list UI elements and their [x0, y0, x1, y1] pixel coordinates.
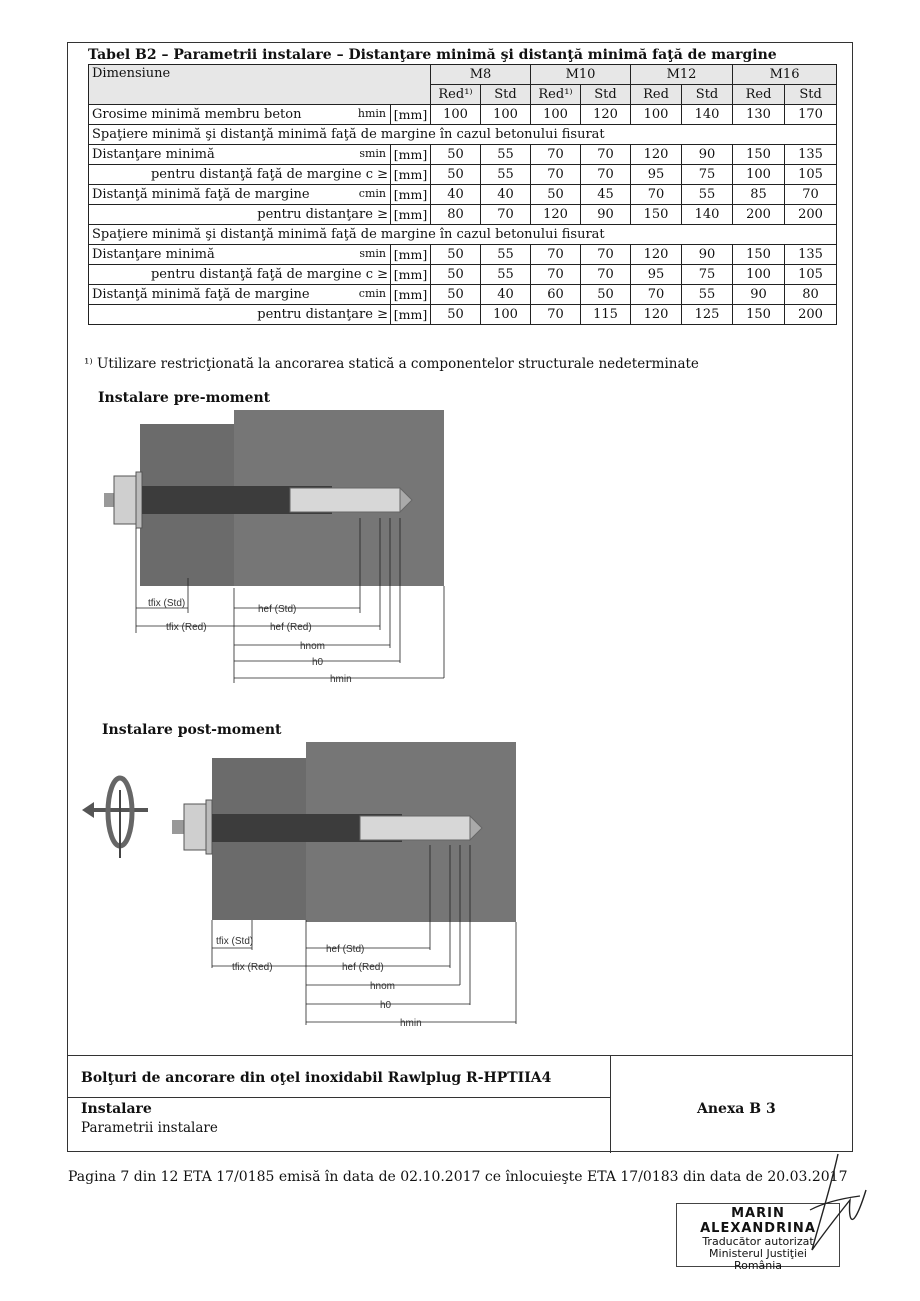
row-unit: [mm] [391, 305, 431, 325]
size-header: M8 [431, 65, 531, 85]
dim-label: tfix (Red) [166, 622, 207, 633]
row-label: pentru distanţă faţă de margine c ≥ [150, 167, 388, 182]
sub-header: Std [682, 85, 733, 105]
table-row [89, 205, 837, 225]
table-row [89, 145, 837, 165]
table-cell: 120 [631, 245, 682, 265]
table-cell: 50 [431, 305, 481, 325]
table-cell: 70 [531, 145, 581, 165]
row-label: pentru distanţă faţă de margine c ≥ [150, 267, 388, 282]
row-unit: [mm] [391, 265, 431, 285]
table-cell: 70 [531, 245, 581, 265]
size-header: M10 [531, 65, 631, 85]
table-cell: 60 [531, 285, 581, 305]
row-unit: [mm] [391, 105, 431, 125]
table-row [89, 245, 837, 265]
product-title: Bolţuri de ancorare din oţel inoxidabil Rawlplug R-HPTIIA4 [81, 1070, 552, 1086]
anchor-sleeve [290, 488, 400, 512]
table-cell: 130 [733, 105, 785, 125]
row-symbol: smin [359, 147, 386, 160]
table-cell: 100 [431, 105, 481, 125]
dim-label: hnom [370, 981, 396, 992]
table-cell: 70 [481, 205, 531, 225]
size-header: M12 [631, 65, 733, 85]
dim-label: tfix (Std) [148, 598, 186, 609]
table-cell: 50 [531, 185, 581, 205]
table-cell: 70 [531, 165, 581, 185]
table-cell: 40 [481, 285, 531, 305]
table-cell: 120 [581, 105, 631, 125]
table-row [89, 285, 837, 305]
stamp-line: România [733, 1259, 783, 1272]
table-cell: 70 [581, 245, 631, 265]
table-footnote: ¹⁾ Utilizare restricţionată la ancorarea statică a componentelor structurale nedeterminate [84, 356, 699, 372]
nut [184, 804, 206, 850]
post-moment-diagram [80, 740, 530, 1030]
sub-header: Red [631, 85, 682, 105]
table-cell: 50 [431, 285, 481, 305]
washer [206, 800, 212, 854]
table-cell: 70 [631, 185, 682, 205]
table-cell: 135 [785, 145, 837, 165]
table-cell: 45 [581, 185, 631, 205]
sub-header: Std [581, 85, 631, 105]
annex-label: Anexa B 3 [697, 1101, 776, 1117]
table-cell: 70 [581, 165, 631, 185]
row-symbol: smin [359, 247, 386, 260]
row-label: Distanţare minimă [92, 147, 215, 162]
stamp-line: Ministerul Justiţiei [709, 1247, 807, 1260]
table-cell: 75 [682, 265, 733, 285]
sub-header: Red¹⁾ [431, 85, 481, 105]
table-row [89, 265, 837, 285]
table-cell: 105 [785, 165, 837, 185]
table-cell: 70 [631, 285, 682, 305]
table-cell: 135 [785, 245, 837, 265]
dim-label: hef (Red) [342, 962, 384, 973]
table-cell: 90 [733, 285, 785, 305]
dim-label: hef (Red) [270, 622, 312, 633]
stamp-line: Traducător autorizat [702, 1235, 814, 1248]
row-unit: [mm] [391, 285, 431, 305]
washer [136, 472, 142, 528]
table-cell: 120 [631, 305, 682, 325]
table-cell: 70 [531, 265, 581, 285]
table-cell: 150 [733, 245, 785, 265]
row-label: pentru distanţare ≥ [257, 307, 388, 322]
table-cell: 100 [531, 105, 581, 125]
row-symbol: hmin [357, 107, 386, 120]
table-cell: 75 [682, 165, 733, 185]
table-cell: 55 [481, 265, 531, 285]
row-label: Distanţare minimă [92, 247, 215, 262]
table-cell: 125 [682, 305, 733, 325]
dim-label: tfix (Red) [232, 962, 273, 973]
dim-label: tfix (Std) [216, 936, 254, 947]
row-label: Grosime minimă membru beton [92, 107, 302, 122]
section-title: Spaţiere minimă şi distanţă minimă faţă de margine în cazul betonului fisurat [89, 125, 837, 145]
row-label: Distanţă minimă faţă de margine [92, 187, 310, 202]
post-moment-heading: Instalare post-moment [102, 722, 282, 738]
table-cell: 120 [531, 205, 581, 225]
table-cell: 70 [581, 265, 631, 285]
dim-label: hef (Std) [258, 604, 297, 615]
table-row [89, 185, 837, 205]
nut [114, 476, 136, 524]
table-cell: 55 [481, 165, 531, 185]
table-cell: 100 [481, 305, 531, 325]
table-cell: 55 [481, 245, 531, 265]
table-cell: 50 [431, 245, 481, 265]
table-cell: 120 [631, 145, 682, 165]
signature [790, 1150, 870, 1265]
dim-label: hnom [300, 641, 326, 652]
table-cell: 200 [785, 305, 837, 325]
anchor-sleeve [360, 816, 470, 840]
dim-label: h0 [380, 1000, 392, 1011]
stamp-name: MARIN ALEXANDRINA [700, 1206, 816, 1236]
table-cell: 55 [481, 145, 531, 165]
size-header: M16 [733, 65, 837, 85]
dim-label: hmin [330, 674, 352, 685]
table-cell: 70 [581, 145, 631, 165]
table-row [89, 105, 837, 125]
table-cell: 70 [785, 185, 837, 205]
sub-header: Red [733, 85, 785, 105]
footer-section: Instalare [81, 1101, 152, 1117]
table-cell: 50 [431, 265, 481, 285]
row-label: pentru distanţare ≥ [257, 207, 388, 222]
dim-label: hef (Std) [326, 944, 365, 955]
table-cell: 90 [682, 145, 733, 165]
table-cell: 200 [785, 205, 837, 225]
pre-moment-diagram [90, 408, 460, 688]
table-cell: 80 [785, 285, 837, 305]
dim-label: hmin [400, 1018, 422, 1029]
table-title: Tabel B2 – Parametrii instalare – Distanţare minimă şi distanţă minimă faţă de margine [88, 47, 777, 63]
row-label: Distanţă minimă faţă de margine [92, 287, 310, 302]
section-title: Spaţiere minimă şi distanţă minimă faţă de margine în cazul betonului fisurat [89, 225, 837, 245]
pre-moment-heading: Instalare pre-moment [98, 390, 271, 406]
table-cell: 100 [733, 265, 785, 285]
table-cell: 40 [431, 185, 481, 205]
page-reference: Pagina 7 din 12 ETA 17/0185 emisă în data de 02.10.2017 ce înlocuieşte ETA 17/0183 din data de 20.03.2017 [68, 1169, 848, 1185]
row-unit: [mm] [391, 145, 431, 165]
document-footer [67, 1055, 853, 1153]
table-cell: 80 [431, 205, 481, 225]
dim-label: h0 [312, 657, 324, 668]
table-cell: 100 [631, 105, 682, 125]
dimension-header: Dimensiune [89, 65, 431, 105]
table-cell: 90 [682, 245, 733, 265]
table-cell: 100 [481, 105, 531, 125]
table-row [89, 165, 837, 185]
table-cell: 100 [733, 165, 785, 185]
row-unit: [mm] [391, 205, 431, 225]
sub-header: Std [785, 85, 837, 105]
table-cell: 50 [581, 285, 631, 305]
table-cell: 140 [682, 105, 733, 125]
table-cell: 150 [733, 305, 785, 325]
section-2-rows [89, 245, 837, 325]
table-cell: 40 [481, 185, 531, 205]
table-cell: 95 [631, 265, 682, 285]
table-row [89, 305, 837, 325]
table-cell: 115 [581, 305, 631, 325]
row-symbol: cmin [358, 187, 386, 200]
installation-table [88, 64, 837, 325]
sub-header: Red¹⁾ [531, 85, 581, 105]
table-cell: 95 [631, 165, 682, 185]
row-unit: [mm] [391, 185, 431, 205]
sub-header: Std [481, 85, 531, 105]
footer-subsection: Parametrii instalare [81, 1120, 218, 1136]
table-cell: 105 [785, 265, 837, 285]
table-cell: 150 [733, 145, 785, 165]
table-cell: 150 [631, 205, 682, 225]
torque-arrow-icon [82, 778, 148, 858]
table-cell: 70 [531, 305, 581, 325]
table-cell: 170 [785, 105, 837, 125]
table-cell: 55 [682, 285, 733, 305]
row-symbol: cmin [358, 287, 386, 300]
table-cell: 55 [682, 185, 733, 205]
row-unit: [mm] [391, 165, 431, 185]
row-unit: [mm] [391, 245, 431, 265]
table-cell: 85 [733, 185, 785, 205]
section-1-rows [89, 145, 837, 225]
table-cell: 50 [431, 145, 481, 165]
table-cell: 200 [733, 205, 785, 225]
table-cell: 140 [682, 205, 733, 225]
table-cell: 50 [431, 165, 481, 185]
table-cell: 90 [581, 205, 631, 225]
installation-table-block [88, 46, 836, 325]
